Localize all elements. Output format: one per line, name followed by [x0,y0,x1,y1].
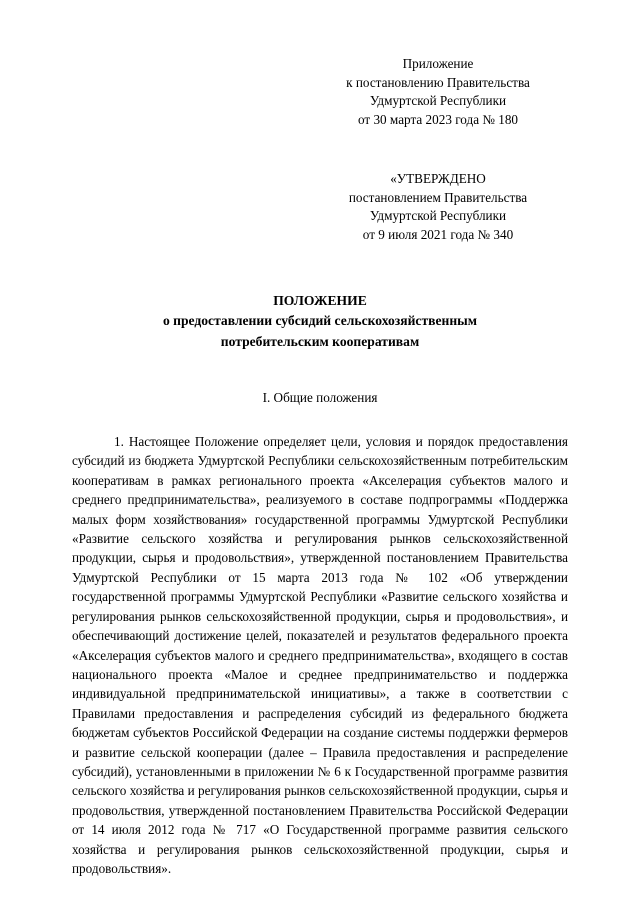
approval-reference-block [308,170,568,245]
approval-line-3: Удмуртской Республики [369,208,507,224]
approval-line-4: от 9 июля 2021 года № 340 [362,227,514,243]
section-heading: I. Общие положения [262,390,378,406]
page-title: ПОЛОЖЕНИЕ [273,292,367,308]
appendix-line-1: Приложение [402,56,474,71]
appendix-line-2: к постановлению Правительства [346,74,530,90]
paragraph-text: 1. Настоящее Положение определяет цели, условия и порядок предоставления субсидий из бюджета Удмуртской Республики сельскохозяйственным потребительским кооперативам в рамках регионального проекта «Акселерация субъектов малого и среднего предпринимательства», реализуемого в составе подпрограммы «Поддержка малых форм хозяйствования» государственной программы Удмуртской Республики «Развитие сельского хозяйства и регулирования рынков сельскохозяйственной продукции, сырья и продовольствия», утвержденной постановлением Правительства Удмуртской Республики от 15 марта 2013 года № 102 «Об утверждении государственной программы Удмуртской Республики «Развитие сельского хозяйства и регулирования рынков сельскохозяйственной продукции, сырья и продовольствия», и обеспечивающий достижение целей, показателей и результатов федерального проекта «Акселерация субъектов малого и среднего предпринимательства», входящего в состав национального проекта «Малое и среднее предпринимательство и поддержка индивидуальной предпринимательской инициативы», а также в соответствии с Правилами предоставления и распределения субсидий из федерального бюджета бюджетам субъектов Российской Федерации на создание системы поддержки фермеров и развитие сельской кооперации (далее – Правила предоставления и распределение субсидий), установленными в приложении № 6 к Государственной программе развития сельского хозяйства и регулирования рынков сельскохозяйственной продукции, сырья и продовольствия, утвержденной постановлением Правительства Российской Федерации от 14 июля 2012 года № 717 «О Государственной программе развития сельского хозяйства и регулирования рынков сельскохозяйственной продукции, сырья и продовольствия». [72,434,568,876]
approval-line-2: постановлением Правительства [348,189,528,205]
body-paragraph-1 [72,432,568,878]
page-subtitle-line-2: потребительским кооперативам [220,333,420,349]
appendix-reference-block [308,55,568,130]
appendix-line-3: Удмуртской Республики [369,93,507,109]
appendix-line-4: от 30 марта 2023 года № 180 [357,112,519,128]
document-title [72,291,568,352]
approval-line-1: «УТВЕРЖДЕНО [390,170,486,186]
page-subtitle-line-1: о предоставлении субсидий сельскохозяйственным [162,313,478,329]
